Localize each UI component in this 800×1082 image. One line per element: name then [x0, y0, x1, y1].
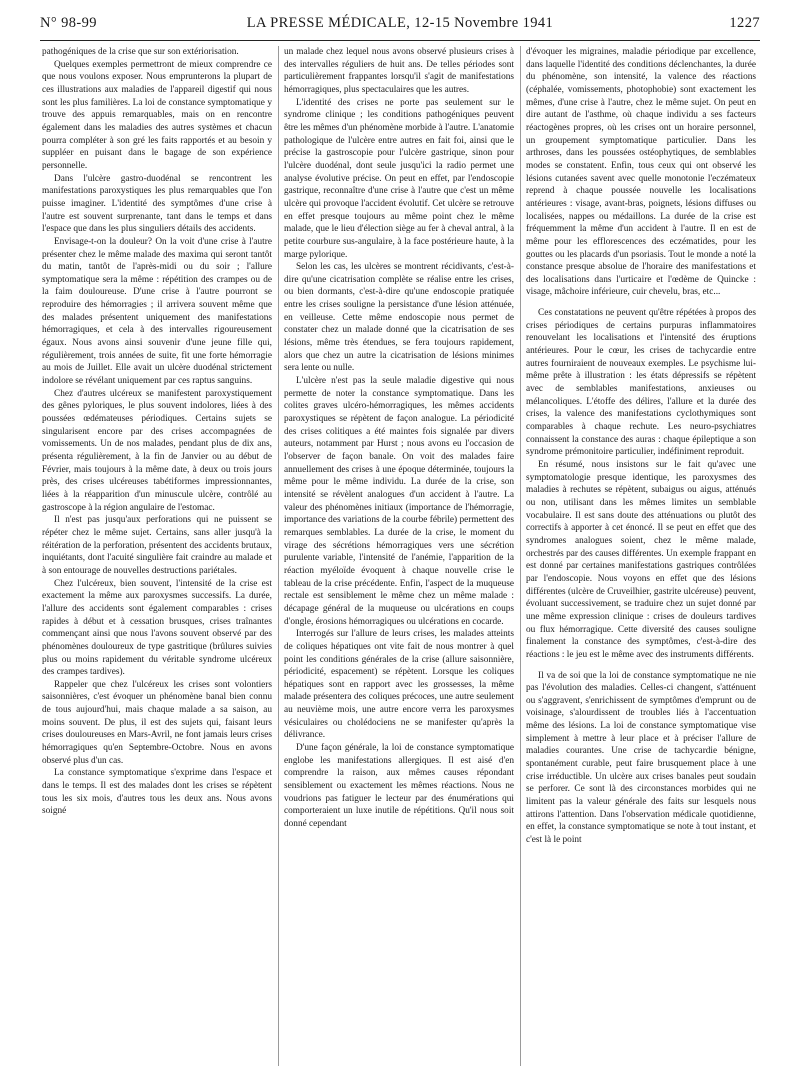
paragraph: En résumé, nous insistons sur le fait qu'avec une symptomatologie presque identique, les paroxysmes des maladies à rechutes se répètent, subaigus ou aigus, atténués ou non, utilisant dans les mêmes limites un semblable vocabulaire. Il est sans doute des atténuations ou plutôt des correctifs à apporter à cet énoncé. Il se peut en effet que des syndromes analogues soient, chez le même malade, orchestrés par des causes différentes. Un exemple frappant en est donné par certaines manifestations gastriques contrôlées par l'endoscopie. Nous voyons en effet que des lésions différentes (ulcère de Cruveilhier, gastrite ulcéreuse) peuvent, évoluant successivement, se traduire chez un sujet donné par une même expression clinique : crises de douleurs tardives ou flux hémorragique. Cette diversité des causes souligne finalement la constance des symptômes, c'est-à-dire des réactions : le jeu est le même avec des instruments différents. [526, 460, 756, 660]
paragraph: La constance symptomatique s'exprime dans l'espace et dans le temps. Il est des malades dont les crises se répètent tous les six mois, d'autres tous les deux ans. Nous avons soigné [42, 768, 272, 817]
page-number: 1227 [729, 15, 760, 31]
paragraph: Rappeler que chez l'ulcéreux les crises sont volontiers saisonnières, c'est évoquer un phénomène banal bien connu de tous aujourd'hui, mais chaque malade a sa saison, au moins souvent. De plus, il est des sujets qui, faisant leurs crises douloureuses en Mars-Avril, ne font jamais leurs crises hémorragiques qu'en Septembre-Octobre. Nous en avons observé plus d'un cas. [42, 679, 272, 766]
page-header [40, 9, 760, 37]
paragraph: Interrogés sur l'allure de leurs crises, les malades atteints de coliques hépatiques ont vite fait de nous montrer à quel point les conditions générales de la crise (allure saisonnière, périodicité, espacement) se répètent. Lorsque les coliques hépatiques sont en rapport avec les grossesses, la même malade présentera des coliques précoces, une autre seulement au neuvième mois, une autre encore verra les paroxysmes vésiculaires ou cholédociens ne se manifester qu'après la délivrance. [284, 629, 514, 741]
paragraph: Envisage-t-on la douleur? On la voit d'une crise à l'autre présenter chez le même malade des maxima qui seront tantôt du matin, tantôt de l'après-midi ou du soir ; l'allure symptomatique sera la même : répétition des crampes ou de la faim douloureuse. D'une crise à l'autre pourront se reproduire des hémorragies ; il arrivera souvent même que des malades présentent uniquement des manifestations hémorragiques, et cela à des intervalles rigoureusement égaux. Nous avons ainsi souvenir d'une jeune fille qui, régulièrement, trois années de suite, fit une forte hémorragie au mois de Juillet. Elle avait un ulcère duodénal strictement indolore se révélant uniquement par ces raptus sanguins. [42, 236, 272, 387]
paragraph: Dans l'ulcère gastro-duodénal se rencontrent les manifestations paroxystiques les plus remarquables que l'on puisse imaginer. L'identité des symptômes d'une crise à l'autre est souvent surprenante, tant dans le temps et dans l'espace que dans les plus singuliers détails des accidents. [42, 173, 272, 235]
paragraph: L'identité des crises ne porte pas seulement sur le syndrome clinique ; les conditions pathogéniques peuvent être les mêmes d'un phénomène morbide à l'autre. L'anatomie pathologique de l'ulcère entre autres en fait foi, ainsi que le précise la gastroscopie pour l'ulcère gastrique, sinon pour l'ulcère duodénal, dont seule jusqu'ici la radio permet une analyse évolutive précise. On peut en effet, par l'endoscopie gastrique, reconnaître d'une crise à l'autre que c'est un même ulcère qui provoque l'accident évolutif. Cet ulcère se retrouve en effet presque toujours au même point chez le même malade, que le lieu d'élection siège au fer à cheval antral, à la petite courbure sus-angulaire, à la face postérieure haute, à la marge pylorique. [284, 97, 514, 260]
paragraph: un malade chez lequel nous avons observé plusieurs crises à des intervalles réguliers de huit ans. De telles périodes sont particulièrement frappantes lorsqu'il s'agit de manifestations hémorragiques, plus spectaculaires que les autres. [284, 47, 514, 95]
text-column-2 [284, 46, 514, 1074]
paragraph: pathogéniques de la crise que sur son extériorisation. [42, 47, 239, 57]
column-divider [278, 46, 279, 1066]
paragraph: L'ulcère n'est pas la seule maladie digestive qui nous permette de noter la constance symptomatique. Dans les colites graves ulcéro-hémorragiques, les mêmes accidents paroxystiques se répètent de façon analogue. La périodicité des crises colitiques a été maintes fois signalée par divers auteurs, notamment par Hurst ; nous avons eu l'occasion de l'observer de façon banale. On voit des malades faire annuellement des crises à une époque déterminée, toujours la même pour le même individu. La durée de la crise, son intensité se révèlent analogues d'un accident à l'autre. La valeur des phénomènes initiaux (importance de l'hémorragie, importance des variations de la courbe fébrile) permettent des remarques semblables. La durée de la crise, le moment du virage des sécrétions hémorragiques vers une sécrétion purulente variable, l'intensité de l'anémie, l'apparition de la réaction myéloïde évoquent à chaque nouvelle crise le tableau de la crise précédente. Enfin, l'aspect de la muqueuse rectale est sensiblement le même chez un même malade : décapage général de la muqueuse ou ulcérations en coups d'ongle, érosions hémorragiques ou ulcérations en cocarde. [284, 376, 514, 627]
issue-number: N° 98-99 [40, 15, 97, 31]
paragraph: D'une façon générale, la loi de constance symptomatique englobe les manifestations allergiques. Il est aisé d'en comprendre la raison, aux mêmes causes répondant sensiblement ou exactement les mêmes réactions. Nous ne voudrions pas fatiguer le lecteur par des énumérations qui comporteraient un luxe inutile de répétitions. Qu'il nous soit donné cependant [284, 743, 514, 830]
paragraph: Chez l'ulcéreux, bien souvent, l'intensité de la crise est exactement la même aux paroxysmes successifs. La durée, l'allure des accidents sont également comparables : crises rapides à début et à cessation brusques, crises traînantes commençant ainsi que nous l'avons souvent observé par des phénomènes douloureux de type gastritique (brûlures suivies plus ou moins rapidement du véritable syndrome ulcéreux des crampes tardives). [42, 578, 272, 678]
text-column-3 [526, 46, 756, 1074]
paragraph: Il n'est pas jusqu'aux perforations qui ne puissent se répéter chez le même sujet. Certains, sans aller jusqu'à la réitération de la perforation, présentent des accidents brutaux, inquiétants, dont l'acuité singulière fait craindre au malade et à son entourage de nouvelles destructions pariétales. [42, 515, 272, 576]
paragraph: d'évoquer les migraines, maladie périodique par excellence, dans laquelle l'identité des conditions déclenchantes, la durée du phénomène, son intensité, la valence des réactions (céphalée, vomissements, photophobie) sont exactement les mêmes, d'une crise à l'autre, chez le même sujet. On peut en dire autant de l'asthme, où chaque individu a ses facteurs réactogènes propres, où les crises ont un horaire personnel, un groupement symptomatique particulier. Dans les arthroses, dans les poussées ostéophytiques, de semblables modes se constatent. Enfin, tous ceux qui ont observé les lésions cutanées savent avec quelle monotonie l'eczémateux reprend à chaque poussée nouvelle les localisations antérieures : visage, avant-bras, poignets, lésions diffuses ou localisées, nappes ou médaillons. La durée de la crise est fréquemment la même d'un accident à l'autre. Il en est de même pour les efflorescences des eczématides, pour les gouttes ou les placards d'un psoriasis. Tout le monde a noté la constance presque absolue de l'horaire des manifestations et des localisations dans l'urticaire et l'œdème de Quincke : visage, mâchoire inférieure, cuir chevelu, bras, etc... [526, 47, 756, 298]
paragraph: Ces constatations ne peuvent qu'être répétées à propos des crises périodiques de certains purpuras inflammatoires renouvelant les localisations et l'intensité des éruptions antérieures. Pour le cœur, les crises de tachycardie entre autres fourniraient de nouveaux exemples. Le psychisme lui-même prête à illustration : les états dépressifs se répètent avec de semblables manifestations, anxieuses ou mélancoliques. L'étoffe des délires, l'allure et la durée des crises, la valence des manifestations cyclothymiques sont comparables à chaque rechute. Les neuro-psychiatres connaissent la constance des auras : chaque épileptique a son syndrome prémonitoire particulier, indéfiniment reproduit. [526, 308, 756, 458]
header-rule [40, 40, 760, 41]
column-divider [520, 46, 521, 1066]
text-column-1 [42, 46, 272, 1074]
paragraph: Quelques exemples permettront de mieux comprendre ce que nous voulons exposer. Nous emprunterons la plupart de ces illustrations aux maladies de l'appareil digestif qui nous sont les plus familières. La loi de constance symptomatique y trouve des appuis remarquables, mais on en rencontre également dans les maladies des autres systèmes et chacun pourra compléter à son gré les faits rapportés et au besoin y suppléer en puisant dans le bagage de son expérience personnelle. [42, 59, 272, 171]
paragraph: Selon les cas, les ulcères se montrent récidivants, c'est-à-dire qu'une cicatrisation complète se réalise entre les crises, ou bien dormants, c'est-à-dire qu'une endoscopie pratiquée entre les crises souligne la persistance d'une lésion atténuée, en veilleuse. Cette même endoscopie nous permet de constater chez un malade donné que la cicatrisation de ses lésions, même très étendues, se fera toujours rapidement, alors que chez un autre la cicatrisation de lésions minimes sera lente ou nulle. [284, 262, 514, 374]
journal-title: LA PRESSE MÉDICALE, 12-15 Novembre 1941 [246, 15, 554, 31]
paragraph: Chez d'autres ulcéreux se manifestent paroxystiquement des gênes pyloriques, le plus souvent indolores, liées à des poussées œdémateuses périodiques. Certains sujets se singularisent encore par des crises accompagnées de vomissements. Un de nos malades, pendant plus de dix ans, présenta régulièrement, à la fin de Janvier ou au début de Février, mais toujours à la même date, à deux ou trois jours près, des crises ulcéreuses tabétiformes impressionnantes, liées à la réapparition d'un minuscule ulcère, contrôlé au gastroscope à la région angulaire de l'estomac. [42, 388, 272, 513]
paragraph: Il va de soi que la loi de constance symptomatique ne nie pas l'évolution des maladies. Celles-ci changent, s'atténuent ou s'aggravent, s'enrichissent de symptômes d'emprunt ou de voisinage, s'alourdissent de troubles liés à l'accentuation même des lésions. La loi de constance symptomatique vise simplement à mettre à leur place et à préciser l'allure de maladies courantes. Une crise de tachycardie bénigne, spontanément curable, peut faire brusquement place à une crise irréductible. Un ulcère aux crises banales peut soudain se perforer. Ce sont là des circonstances morbides qui ne limitent pas la valeur générale des faits sur lesquels nous attirons l'attention. Dans l'observation médicale quotidienne, en effet, la constance symptomatique se note à tout instant, et c'est là le point [526, 670, 756, 846]
